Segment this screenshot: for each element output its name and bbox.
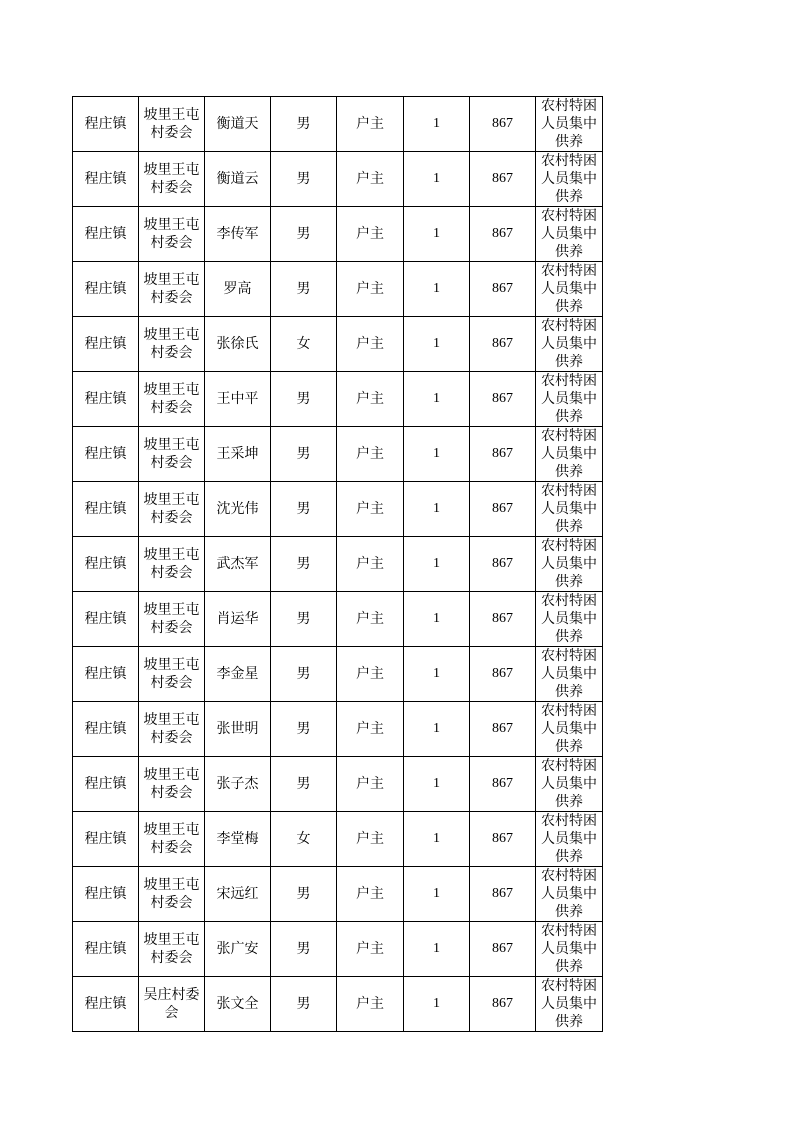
count-cell: 1	[404, 372, 470, 427]
gender-cell: 男	[271, 537, 337, 592]
count-cell: 1	[404, 97, 470, 152]
count-cell: 1	[404, 702, 470, 757]
amount-cell: 867	[470, 702, 536, 757]
amount-cell: 867	[470, 812, 536, 867]
support-type-cell: 农村特困人员集中供养	[536, 867, 603, 922]
table-row	[73, 207, 603, 262]
village-cell: 坡里王屯村委会	[139, 372, 205, 427]
amount-cell: 867	[470, 97, 536, 152]
village-cell: 坡里王屯村委会	[139, 317, 205, 372]
support-type-cell: 农村特困人员集中供养	[536, 152, 603, 207]
table-row	[73, 977, 603, 1032]
relation-cell: 户主	[337, 537, 404, 592]
support-type-cell: 农村特困人员集中供养	[536, 702, 603, 757]
village-cell: 坡里王屯村委会	[139, 757, 205, 812]
support-type-cell: 农村特困人员集中供养	[536, 922, 603, 977]
name-cell: 张文全	[205, 977, 271, 1032]
count-cell: 1	[404, 482, 470, 537]
gender-cell: 男	[271, 482, 337, 537]
table-row	[73, 97, 603, 152]
amount-cell: 867	[470, 592, 536, 647]
amount-cell: 867	[470, 537, 536, 592]
town-cell: 程庄镇	[73, 482, 139, 537]
table-row	[73, 922, 603, 977]
support-type-cell: 农村特困人员集中供养	[536, 317, 603, 372]
name-cell: 宋远红	[205, 867, 271, 922]
town-cell: 程庄镇	[73, 152, 139, 207]
amount-cell: 867	[470, 207, 536, 262]
village-cell: 坡里王屯村委会	[139, 152, 205, 207]
support-type-cell: 农村特困人员集中供养	[536, 647, 603, 702]
table-row	[73, 702, 603, 757]
relation-cell: 户主	[337, 702, 404, 757]
gender-cell: 男	[271, 977, 337, 1032]
village-cell: 坡里王屯村委会	[139, 592, 205, 647]
support-type-cell: 农村特困人员集中供养	[536, 97, 603, 152]
name-cell: 王采坤	[205, 427, 271, 482]
table-row	[73, 427, 603, 482]
gender-cell: 男	[271, 207, 337, 262]
village-cell: 坡里王屯村委会	[139, 482, 205, 537]
village-cell: 坡里王屯村委会	[139, 867, 205, 922]
beneficiary-table	[72, 96, 603, 1032]
name-cell: 李堂梅	[205, 812, 271, 867]
name-cell: 李金星	[205, 647, 271, 702]
town-cell: 程庄镇	[73, 207, 139, 262]
support-type-cell: 农村特困人员集中供养	[536, 262, 603, 317]
name-cell: 衡道天	[205, 97, 271, 152]
amount-cell: 867	[470, 922, 536, 977]
town-cell: 程庄镇	[73, 372, 139, 427]
amount-cell: 867	[470, 152, 536, 207]
village-cell: 坡里王屯村委会	[139, 647, 205, 702]
gender-cell: 男	[271, 592, 337, 647]
town-cell: 程庄镇	[73, 97, 139, 152]
relation-cell: 户主	[337, 922, 404, 977]
gender-cell: 男	[271, 372, 337, 427]
town-cell: 程庄镇	[73, 317, 139, 372]
table-row	[73, 812, 603, 867]
count-cell: 1	[404, 262, 470, 317]
gender-cell: 男	[271, 702, 337, 757]
gender-cell: 女	[271, 812, 337, 867]
name-cell: 张徐氏	[205, 317, 271, 372]
name-cell: 张广安	[205, 922, 271, 977]
village-cell: 坡里王屯村委会	[139, 812, 205, 867]
gender-cell: 男	[271, 427, 337, 482]
village-cell: 吴庄村委会	[139, 977, 205, 1032]
relation-cell: 户主	[337, 867, 404, 922]
relation-cell: 户主	[337, 262, 404, 317]
town-cell: 程庄镇	[73, 537, 139, 592]
count-cell: 1	[404, 537, 470, 592]
count-cell: 1	[404, 922, 470, 977]
count-cell: 1	[404, 207, 470, 262]
support-type-cell: 农村特困人员集中供养	[536, 757, 603, 812]
count-cell: 1	[404, 427, 470, 482]
support-type-cell: 农村特困人员集中供养	[536, 372, 603, 427]
relation-cell: 户主	[337, 427, 404, 482]
table-row	[73, 647, 603, 702]
count-cell: 1	[404, 647, 470, 702]
amount-cell: 867	[470, 427, 536, 482]
village-cell: 坡里王屯村委会	[139, 262, 205, 317]
count-cell: 1	[404, 867, 470, 922]
count-cell: 1	[404, 757, 470, 812]
count-cell: 1	[404, 977, 470, 1032]
gender-cell: 男	[271, 152, 337, 207]
gender-cell: 男	[271, 647, 337, 702]
town-cell: 程庄镇	[73, 262, 139, 317]
table-row	[73, 317, 603, 372]
name-cell: 张子杰	[205, 757, 271, 812]
town-cell: 程庄镇	[73, 812, 139, 867]
gender-cell: 男	[271, 262, 337, 317]
gender-cell: 女	[271, 317, 337, 372]
name-cell: 武杰军	[205, 537, 271, 592]
town-cell: 程庄镇	[73, 592, 139, 647]
relation-cell: 户主	[337, 317, 404, 372]
amount-cell: 867	[470, 317, 536, 372]
amount-cell: 867	[470, 647, 536, 702]
count-cell: 1	[404, 592, 470, 647]
name-cell: 张世明	[205, 702, 271, 757]
support-type-cell: 农村特困人员集中供养	[536, 812, 603, 867]
amount-cell: 867	[470, 482, 536, 537]
town-cell: 程庄镇	[73, 977, 139, 1032]
relation-cell: 户主	[337, 152, 404, 207]
town-cell: 程庄镇	[73, 757, 139, 812]
town-cell: 程庄镇	[73, 647, 139, 702]
town-cell: 程庄镇	[73, 702, 139, 757]
gender-cell: 男	[271, 867, 337, 922]
village-cell: 坡里王屯村委会	[139, 922, 205, 977]
amount-cell: 867	[470, 977, 536, 1032]
name-cell: 罗高	[205, 262, 271, 317]
town-cell: 程庄镇	[73, 427, 139, 482]
village-cell: 坡里王屯村委会	[139, 97, 205, 152]
support-type-cell: 农村特困人员集中供养	[536, 482, 603, 537]
relation-cell: 户主	[337, 977, 404, 1032]
name-cell: 王中平	[205, 372, 271, 427]
relation-cell: 户主	[337, 812, 404, 867]
table-body	[73, 97, 603, 1032]
table-row	[73, 867, 603, 922]
village-cell: 坡里王屯村委会	[139, 537, 205, 592]
table-row	[73, 592, 603, 647]
count-cell: 1	[404, 317, 470, 372]
town-cell: 程庄镇	[73, 922, 139, 977]
name-cell: 沈光伟	[205, 482, 271, 537]
support-type-cell: 农村特困人员集中供养	[536, 977, 603, 1032]
town-cell: 程庄镇	[73, 867, 139, 922]
support-type-cell: 农村特困人员集中供养	[536, 207, 603, 262]
table-row	[73, 757, 603, 812]
relation-cell: 户主	[337, 97, 404, 152]
name-cell: 李传军	[205, 207, 271, 262]
support-type-cell: 农村特困人员集中供养	[536, 427, 603, 482]
relation-cell: 户主	[337, 372, 404, 427]
amount-cell: 867	[470, 867, 536, 922]
name-cell: 肖运华	[205, 592, 271, 647]
support-type-cell: 农村特困人员集中供养	[536, 537, 603, 592]
gender-cell: 男	[271, 922, 337, 977]
table-row	[73, 482, 603, 537]
table-row	[73, 537, 603, 592]
name-cell: 衡道云	[205, 152, 271, 207]
table-row	[73, 372, 603, 427]
amount-cell: 867	[470, 372, 536, 427]
relation-cell: 户主	[337, 647, 404, 702]
relation-cell: 户主	[337, 482, 404, 537]
village-cell: 坡里王屯村委会	[139, 427, 205, 482]
relation-cell: 户主	[337, 757, 404, 812]
relation-cell: 户主	[337, 207, 404, 262]
table-row	[73, 262, 603, 317]
count-cell: 1	[404, 152, 470, 207]
table-row	[73, 152, 603, 207]
support-type-cell: 农村特困人员集中供养	[536, 592, 603, 647]
relation-cell: 户主	[337, 592, 404, 647]
village-cell: 坡里王屯村委会	[139, 207, 205, 262]
count-cell: 1	[404, 812, 470, 867]
amount-cell: 867	[470, 262, 536, 317]
gender-cell: 男	[271, 757, 337, 812]
gender-cell: 男	[271, 97, 337, 152]
amount-cell: 867	[470, 757, 536, 812]
village-cell: 坡里王屯村委会	[139, 702, 205, 757]
